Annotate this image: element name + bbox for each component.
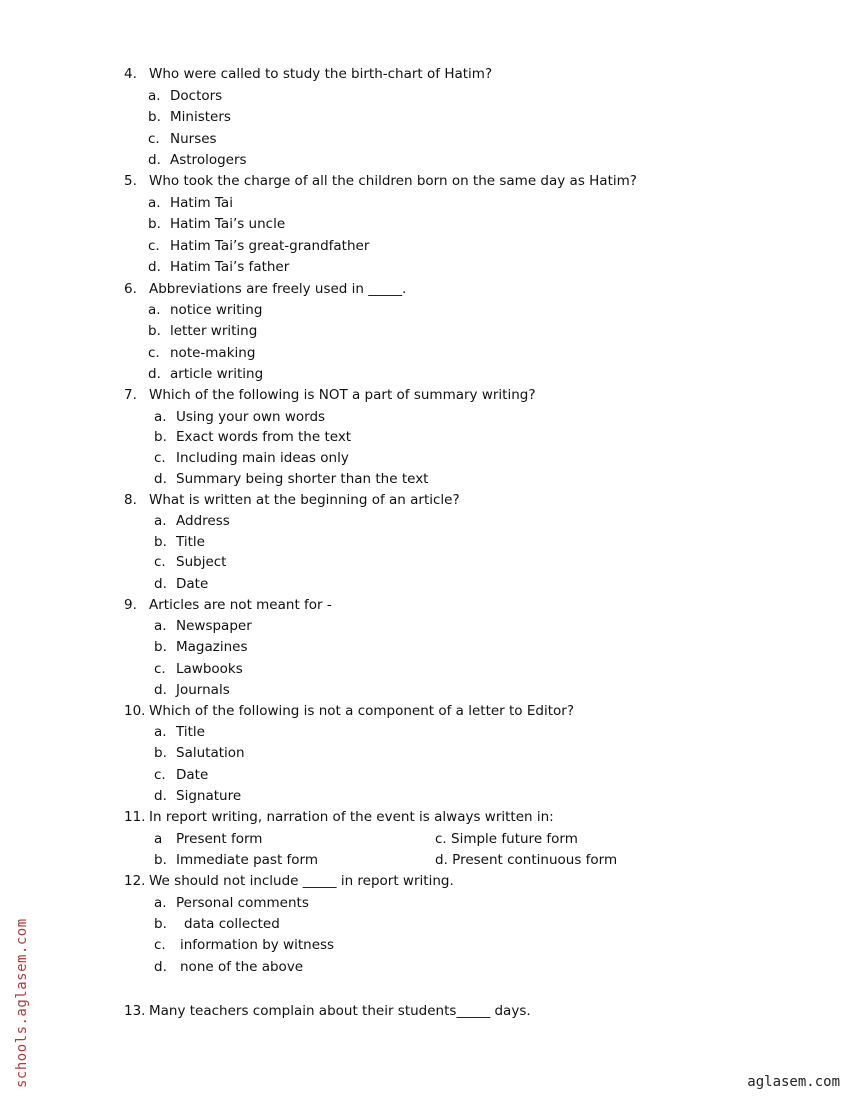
option-10a: a. Title: [154, 724, 205, 740]
question-6: 6. Abbreviations are freely used in _____.: [124, 281, 407, 297]
question-8: 8. What is written at the beginning of an article?: [124, 492, 460, 508]
option-12c: c. information by witness: [154, 937, 335, 953]
option-8d: d. Date: [154, 576, 209, 592]
option-8a: a. Address: [154, 513, 230, 529]
option-12d: d. none of the above: [154, 959, 304, 975]
option-11c: c. Simple future form: [435, 831, 578, 847]
option-12b: b. data collected: [154, 916, 280, 932]
option-6a: a. notice writing: [148, 302, 263, 318]
option-7c: c. Including main ideas only: [154, 450, 349, 466]
question-text: Abbreviations are freely used in _____.: [149, 281, 407, 297]
question-text: What is written at the beginning of an article?: [149, 492, 460, 508]
option-8b: b. Title: [154, 534, 205, 550]
question-text: Who took the charge of all the children born on the same day as Hatim?: [149, 173, 637, 189]
question-5: 5. Who took the charge of all the children born on the same day as Hatim?: [124, 173, 637, 189]
option-5d: d. Hatim Tai’s father: [148, 259, 290, 275]
option-9b: b. Magazines: [154, 639, 248, 655]
option-9a: a. Newspaper: [154, 618, 252, 634]
option-4b: b. Ministers: [148, 109, 231, 125]
option-5b: b. Hatim Tai’s uncle: [148, 216, 286, 232]
option-8c: c. Subject: [154, 554, 227, 570]
question-9: 9. Articles are not meant for -: [124, 597, 332, 613]
question-11: 11. In report writing, narration of the event is always written in:: [124, 809, 554, 825]
question-text: Articles are not meant for -: [149, 597, 332, 613]
option-6d: d. article writing: [148, 366, 264, 382]
option-9c: c. Lawbooks: [154, 661, 243, 677]
option-10d: d. Signature: [154, 788, 242, 804]
question-text: In report writing, narration of the event is always written in:: [149, 809, 554, 825]
option-10b: b. Salutation: [154, 745, 245, 761]
question-4: 4. Who were called to study the birth-chart of Hatim?: [124, 66, 493, 82]
option-11a: a Present form: [154, 831, 263, 847]
option-5c: c. Hatim Tai’s great-grandfather: [148, 238, 370, 254]
question-text: Many teachers complain about their students_____ days.: [149, 1003, 531, 1019]
option-7b: b. Exact words from the text: [154, 429, 352, 445]
question-10: 10. Which of the following is not a component of a letter to Editor?: [124, 703, 574, 719]
question-13: 13. Many teachers complain about their students_____ days.: [124, 1003, 531, 1019]
option-5a: a. Hatim Tai: [148, 195, 233, 211]
question-text: We should not include _____ in report writing.: [149, 873, 454, 889]
footer-watermark: aglasem.com: [747, 1074, 840, 1090]
option-7a: a. Using your own words: [154, 409, 326, 425]
option-12a: a. Personal comments: [154, 895, 309, 911]
question-text: Which of the following is not a component of a letter to Editor?: [149, 703, 574, 719]
question-text: Which of the following is NOT a part of summary writing?: [149, 387, 536, 403]
side-watermark: schools.aglasem.com: [14, 918, 30, 1088]
option-4d: d. Astrologers: [148, 152, 247, 168]
option-6c: c. note-making: [148, 345, 256, 361]
option-6b: b. letter writing: [148, 323, 258, 339]
option-11b: b. Immediate past form: [154, 852, 319, 868]
question-text: Who were called to study the birth-chart of Hatim?: [149, 66, 493, 82]
question-12: 12. We should not include _____ in report writing.: [124, 873, 454, 889]
option-4c: c. Nurses: [148, 131, 217, 147]
option-7d: d. Summary being shorter than the text: [154, 471, 429, 487]
question-7: 7. Which of the following is NOT a part of summary writing?: [124, 387, 536, 403]
option-10c: c. Date: [154, 767, 209, 783]
option-4a: a. Doctors: [148, 88, 223, 104]
option-11d: d. Present continuous form: [435, 852, 618, 868]
option-9d: d. Journals: [154, 682, 230, 698]
